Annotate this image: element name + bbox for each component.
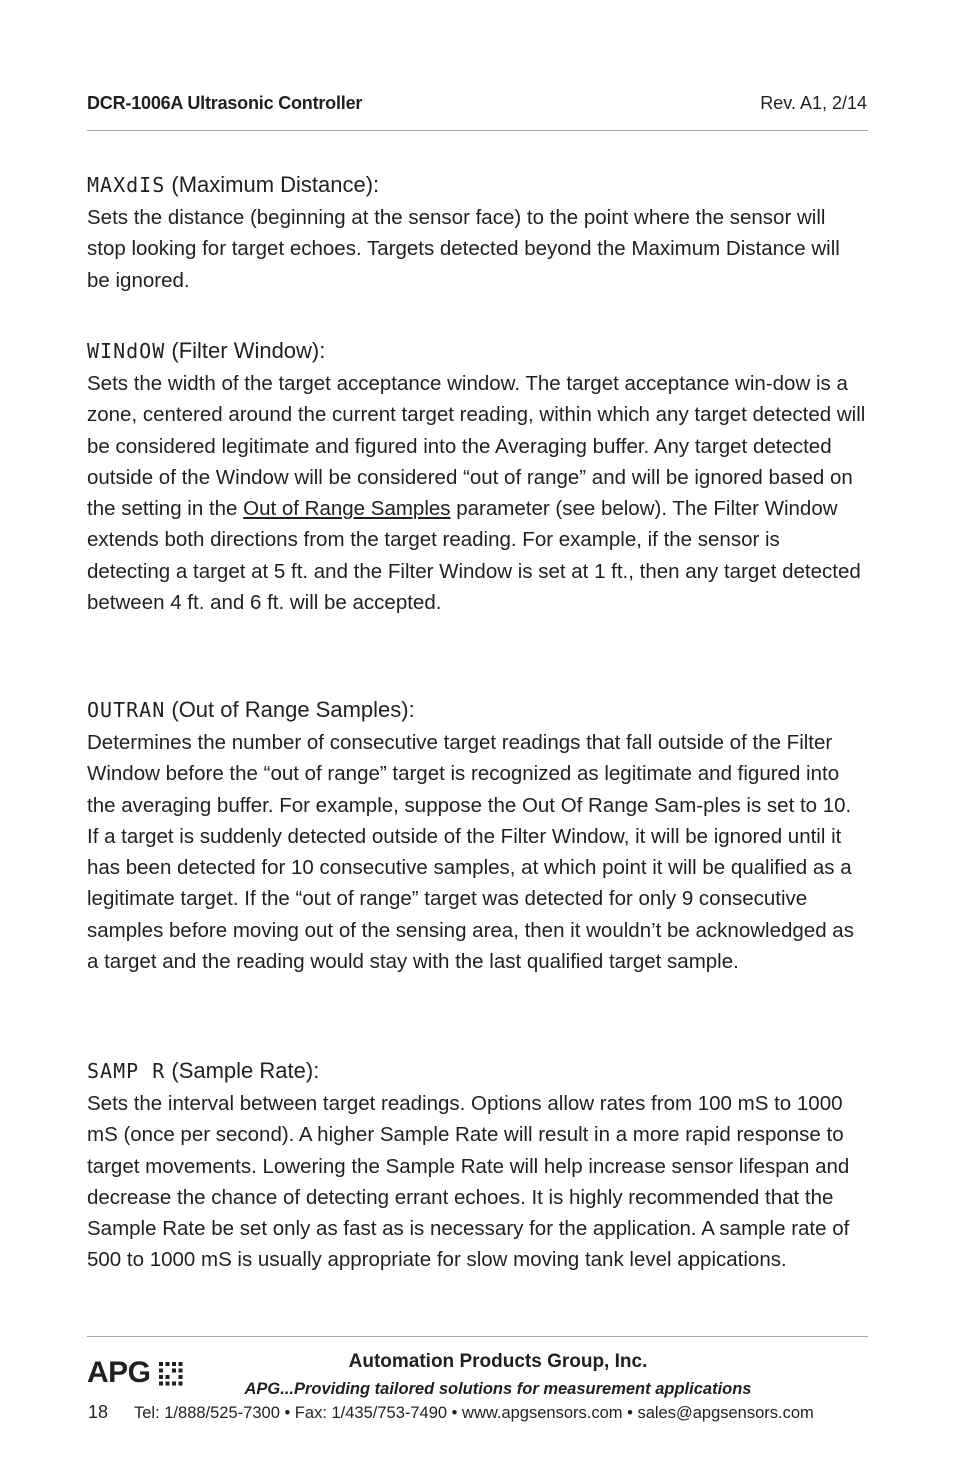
parameter-title: (Maximum Distance):	[165, 172, 380, 197]
section-maximum-distance	[87, 170, 867, 296]
parameter-code: SAMP R	[87, 1059, 166, 1083]
logo-wordmark: APG	[87, 1356, 151, 1389]
section-heading	[87, 1056, 867, 1086]
section-body: Determines the number of consecutive target readings that fall outside of the Filter Window before the “out of range” target is recognized as legitimate and figured into the averaging buffer. For example, suppose the Out Of Range Sam-ples is set to 10. If a target is suddenly detected outside of the Filter Window, it will be ignored until it has been detected for 10 consecutive samples, at which point it will be qualified as a legitimate target. If the “out of range” target was detected for only 9 consecutive samples before moving out of the sensing area, then it wouldn’t be acknowledged as a target and the reading would stay with the last qualified target sample.	[87, 731, 854, 974]
section-body: Sets the distance (beginning at the sensor face) to the point where the sensor will stop looking for target echoes. Targets detected beyond the Maximum Distance will be ignored.	[87, 206, 840, 292]
page-number: 18	[88, 1402, 109, 1422]
parameter-title: (Out of Range Samples):	[165, 697, 415, 722]
logo-dot-grid-icon	[159, 1362, 183, 1386]
section-sample-rate	[87, 1056, 867, 1276]
revision-label: Rev. A1, 2/14	[760, 93, 867, 113]
section-body: Sets the interval between target readings. Options allow rates from 100 mS to 1000 mS (once per second). A higher Sample Rate will result in a more rapid response to target movements. Lowering the Sample Rate will help increase sensor lifespan and decrease the chance of detecting errant echoes. It is highly recommended that the Sample Rate be set only as fast as is necessary for the application. A sample rate of 500 to 1000 mS is usually appropriate for slow moving tank level appications.	[87, 1092, 850, 1272]
out-of-range-samples-reference: Out of Range Samples	[243, 497, 451, 521]
body-text: Sets the width of the target acceptance window. The target acceptance win-dow is a zone, centered around the current target reading, within which any target detected will be considered legitimate and figured into the Averaging buffer. Any target detected outside of the Window will be considered “out of range” and will be ignored based on the setting in the	[87, 372, 866, 521]
parameter-code: WINdOW	[87, 339, 166, 363]
company-name: Automation Products Group, Inc.	[348, 1351, 648, 1372]
section-heading	[87, 695, 867, 725]
section-body	[87, 368, 867, 618]
company-tagline: APG...Providing tailored solutions for measurement applications	[244, 1380, 752, 1398]
header-divider	[87, 130, 868, 131]
parameter-title: (Sample Rate):	[165, 1058, 320, 1083]
parameter-title: (Filter Window):	[165, 338, 326, 363]
footer-divider	[87, 1336, 868, 1337]
section-heading	[87, 170, 867, 200]
parameter-code: MAXdIS	[87, 173, 166, 197]
body-text: parameter (see below). The Filter Window extends both directions from the target reading. For example, if the sensor is detecting a target at 5 ft. and the Filter Window is set at 1 ft., then any target detected between 4 ft. and 6 ft. will be accepted.	[87, 497, 861, 615]
parameter-code: OUTRAN	[87, 698, 166, 722]
section-heading	[87, 336, 867, 366]
apg-logo	[87, 1356, 187, 1390]
document-title: DCR-1006A Ultrasonic Controller	[87, 93, 363, 113]
section-out-of-range-samples	[87, 695, 867, 977]
contact-info: Tel: 1/888/525-7300 • Fax: 1/435/753-7490 • www.apgsensors.com • sales@apgsensors.com	[134, 1404, 814, 1422]
section-filter-window	[87, 336, 867, 618]
page-header	[87, 93, 867, 117]
